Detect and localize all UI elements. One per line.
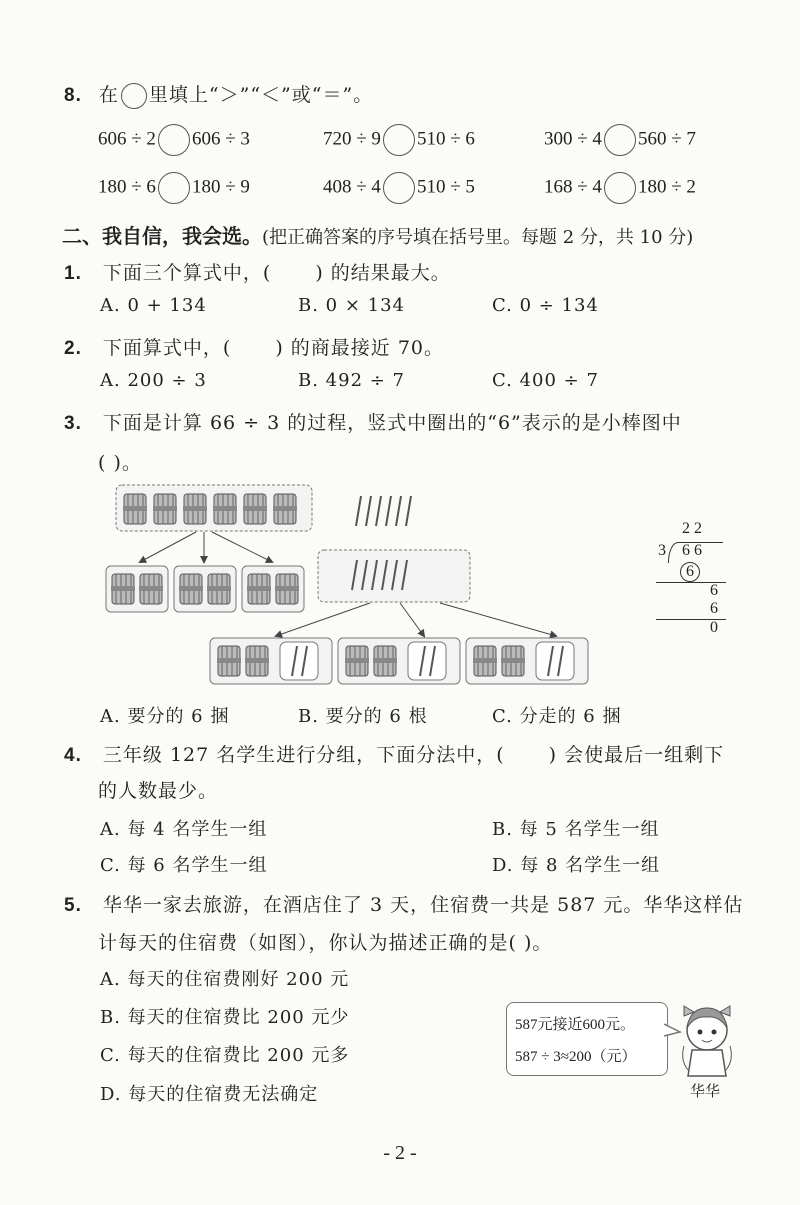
question-number: 3. bbox=[64, 413, 82, 434]
question-text: 华华一家去旅游，在酒店住了 3 天，住宿费一共是 587 元。华华这样估 bbox=[102, 894, 744, 916]
q8-right: 180 ÷ 9 bbox=[191, 176, 250, 198]
question-2 bbox=[64, 333, 444, 360]
section-heading bbox=[62, 220, 693, 249]
question-number: 1. bbox=[64, 263, 82, 284]
q8-answer-circle[interactable] bbox=[604, 124, 636, 156]
q8-left: 180 ÷ 6 bbox=[98, 176, 156, 198]
option-a[interactable]: A. 要分的 6 捆 bbox=[100, 706, 230, 727]
q8-answer-circle[interactable] bbox=[383, 124, 415, 156]
q8-left: 720 ÷ 9 bbox=[323, 128, 381, 150]
question-5 bbox=[64, 890, 743, 917]
q8-answer-circle[interactable] bbox=[604, 172, 636, 204]
division-dividend: 6 6 bbox=[682, 542, 702, 559]
division-remainder: 0 bbox=[710, 619, 718, 636]
question-text: ) 的商最接近 70。 bbox=[275, 337, 444, 359]
question-text: ) 的结果最大。 bbox=[315, 262, 451, 284]
option-a[interactable]: A. 每 4 名学生一组 bbox=[100, 819, 268, 840]
option-a[interactable]: A. 每天的住宿费刚好 200 元 bbox=[100, 969, 350, 990]
long-division bbox=[650, 520, 730, 640]
girl-character-icon bbox=[676, 1000, 738, 1078]
question-text: 下面是计算 66 ÷ 3 的过程，竖式中圈出的“6”表示的是小棒图中 bbox=[102, 412, 682, 434]
speech-line-1: 587元接近600元。 bbox=[515, 1017, 636, 1033]
q8-answer-circle[interactable] bbox=[158, 172, 190, 204]
question-4 bbox=[64, 740, 724, 767]
q8-right: 510 ÷ 5 bbox=[416, 176, 475, 198]
option-d[interactable]: D. 每天的住宿费无法确定 bbox=[100, 1084, 319, 1105]
option-a[interactable]: A. 0 + 134 bbox=[100, 295, 207, 316]
division-step: 6 bbox=[710, 600, 718, 617]
division-circled-digit: 6 bbox=[680, 562, 700, 582]
option-c[interactable]: C. 400 ÷ 7 bbox=[492, 370, 599, 391]
q8-sample-circle bbox=[121, 83, 147, 109]
question-text: ) 会使最后一组剩下 bbox=[548, 744, 725, 766]
option-b[interactable]: B. 每天的住宿费比 200 元少 bbox=[100, 1007, 350, 1028]
question-text-line2: ( )。 bbox=[98, 452, 142, 474]
question-1 bbox=[64, 258, 451, 285]
q8-left: 300 ÷ 4 bbox=[544, 128, 602, 150]
stick-diagram bbox=[100, 482, 600, 692]
q8-right: 510 ÷ 6 bbox=[416, 128, 475, 150]
character-name: 华华 bbox=[690, 1082, 721, 1100]
section-note: (把正确答案的序号填在括号里。每题 2 分，共 10 分) bbox=[262, 227, 694, 248]
speech-line-2: 587 ÷ 3≈200（元） bbox=[515, 1049, 637, 1065]
q8-left: 606 ÷ 2 bbox=[98, 128, 156, 150]
q8-item-1 bbox=[98, 124, 250, 156]
page-number: - 2 - bbox=[383, 1142, 417, 1164]
option-b[interactable]: B. 每 5 名学生一组 bbox=[492, 819, 660, 840]
division-quotient: 2 2 bbox=[682, 520, 702, 537]
question-text-line2: 计每天的住宿费（如图），你认为描述正确的是( )。 bbox=[98, 932, 553, 954]
option-b[interactable]: B. 492 ÷ 7 bbox=[298, 370, 406, 391]
q8-answer-circle[interactable] bbox=[158, 124, 190, 156]
q8-text-before: 在 bbox=[98, 84, 119, 106]
question-number: 5. bbox=[64, 895, 82, 916]
option-b[interactable]: B. 0 × 134 bbox=[298, 295, 406, 316]
q8-left: 168 ÷ 4 bbox=[544, 176, 602, 198]
q8-answer-circle[interactable] bbox=[383, 172, 415, 204]
q8-right: 606 ÷ 3 bbox=[191, 128, 250, 150]
q8-right: 560 ÷ 7 bbox=[637, 128, 696, 150]
question-text: 三年级 127 名学生进行分组，下面分法中，( bbox=[102, 744, 505, 766]
option-c[interactable]: C. 分走的 6 捆 bbox=[492, 706, 622, 727]
speech-bubble bbox=[506, 1002, 668, 1076]
division-step: 6 bbox=[710, 582, 718, 599]
option-c[interactable]: C. 0 ÷ 134 bbox=[492, 295, 599, 316]
q8-item-4 bbox=[98, 172, 250, 204]
q8-item-5 bbox=[323, 172, 475, 204]
q8-item-3 bbox=[544, 124, 696, 156]
option-b[interactable]: B. 要分的 6 根 bbox=[298, 706, 428, 727]
option-c[interactable]: C. 每 6 名学生一组 bbox=[100, 855, 268, 876]
division-divisor: 3 bbox=[658, 542, 666, 559]
q8-prompt bbox=[64, 80, 373, 109]
option-a[interactable]: A. 200 ÷ 3 bbox=[100, 370, 207, 391]
q8-item-6 bbox=[544, 172, 696, 204]
q8-item-2 bbox=[323, 124, 475, 156]
question-number: 2. bbox=[64, 338, 82, 359]
question-3 bbox=[64, 408, 682, 435]
q8-left: 408 ÷ 4 bbox=[323, 176, 381, 198]
question-text-line2: 的人数最少。 bbox=[98, 780, 219, 802]
section-title: 二、我自信，我会选。 bbox=[62, 224, 262, 248]
q8-right: 180 ÷ 2 bbox=[637, 176, 696, 198]
question-text: 下面算式中，( bbox=[102, 337, 232, 359]
q8-number: 8. bbox=[64, 85, 82, 106]
question-text: 下面三个算式中，( bbox=[102, 262, 272, 284]
option-c[interactable]: C. 每天的住宿费比 200 元多 bbox=[100, 1045, 350, 1066]
question-number: 4. bbox=[64, 745, 82, 766]
q8-text-after: 里填上“＞”“＜”或“＝”。 bbox=[148, 84, 374, 106]
option-d[interactable]: D. 每 8 名学生一组 bbox=[492, 855, 661, 876]
